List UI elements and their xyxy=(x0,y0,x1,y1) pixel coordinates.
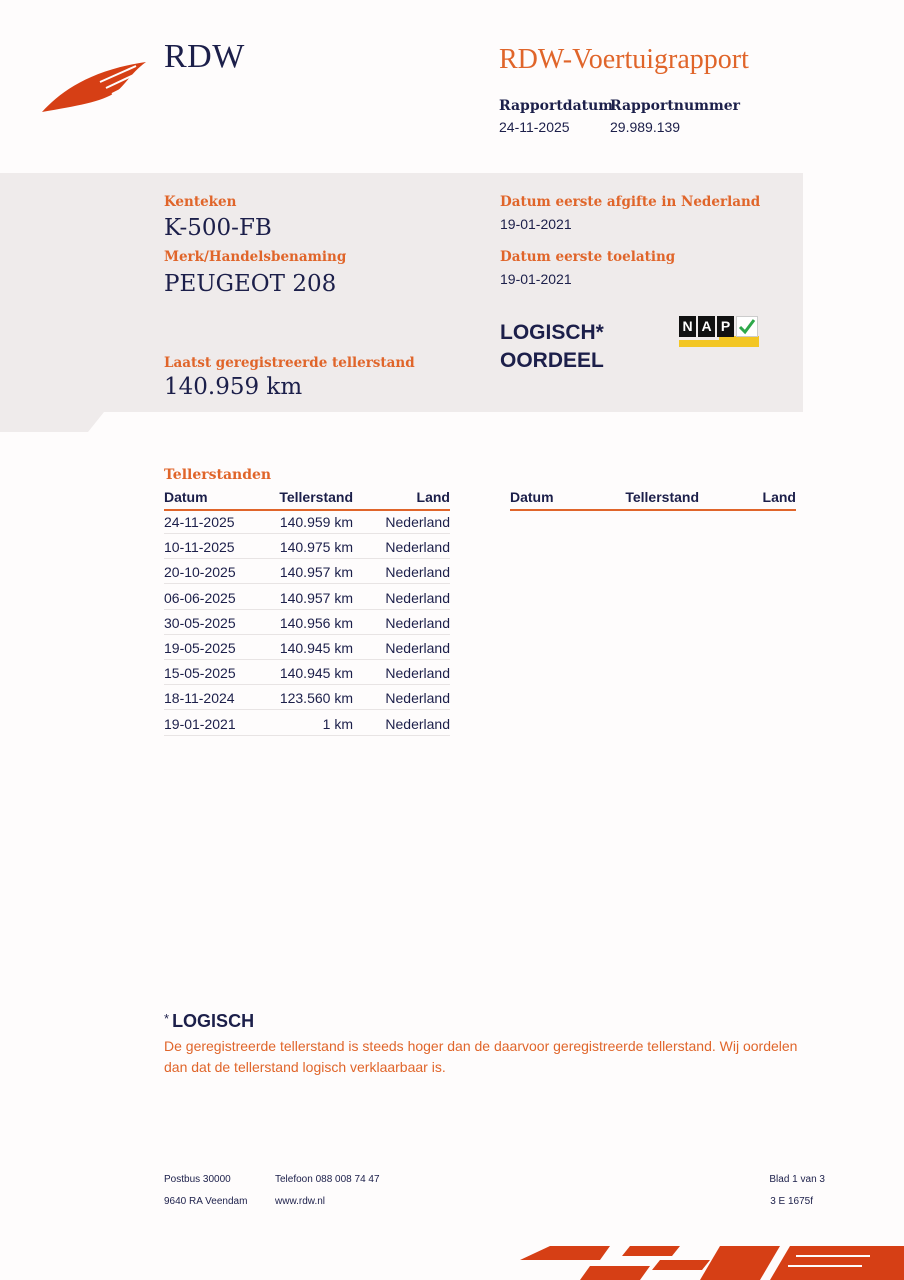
row-country: Nederland xyxy=(385,665,450,682)
readings-header-right xyxy=(510,489,796,511)
row-odometer: 140.975 km xyxy=(279,539,353,556)
readings-header-left xyxy=(164,489,450,511)
readings-title: Tellerstanden xyxy=(164,467,272,483)
footnote-text: De geregistreerde tellerstand is steeds hoger dan de daarvoor geregistreerde tellerstand. Wij oordelen dan dat de tellerstand logisch verklaarbaar is. xyxy=(164,1038,798,1075)
verdict-line-1: LOGISCH* xyxy=(500,321,604,344)
row-date: 30-05-2025 xyxy=(164,614,236,631)
table-row xyxy=(164,535,450,559)
report-date-label: Rapportdatum xyxy=(499,98,614,114)
row-country: Nederland xyxy=(385,539,450,556)
row-country: Nederland xyxy=(385,614,450,631)
col-country: Land xyxy=(416,489,450,505)
table-row xyxy=(164,712,450,736)
verdict-line-2: OORDEEL xyxy=(500,349,604,372)
footer-page: Blad 1 van 3 xyxy=(769,1174,825,1185)
verdict xyxy=(500,319,604,375)
row-odometer: 140.945 km xyxy=(279,639,353,656)
row-odometer: 140.957 km xyxy=(279,564,353,581)
first-admission-value: 19-01-2021 xyxy=(500,271,572,287)
plate-value: K-500-FB xyxy=(164,215,272,241)
report-number-label: Rapportnummer xyxy=(610,98,741,114)
row-odometer: 140.957 km xyxy=(279,589,353,606)
table-row xyxy=(164,686,450,710)
plate-label: Kenteken xyxy=(164,194,237,210)
table-row xyxy=(164,586,450,610)
row-date: 15-05-2025 xyxy=(164,665,236,682)
row-country: Nederland xyxy=(385,690,450,707)
checkmark-icon xyxy=(736,316,758,337)
row-country: Nederland xyxy=(385,564,450,581)
first-issue-nl-label: Datum eerste afgifte in Nederland xyxy=(500,194,761,210)
col-date: Datum xyxy=(164,489,208,505)
row-date: 19-01-2021 xyxy=(164,715,236,732)
col-date: Datum xyxy=(510,489,554,505)
footer-address-1: Postbus 30000 xyxy=(164,1174,231,1185)
nap-letter-n: N xyxy=(679,316,696,337)
row-odometer: 1 km xyxy=(322,715,353,732)
table-row xyxy=(164,510,450,534)
footnote-title xyxy=(164,1011,254,1032)
table-row xyxy=(164,636,450,660)
nap-badge xyxy=(679,316,759,347)
rdw-logo-icon xyxy=(40,56,150,116)
row-date: 19-05-2025 xyxy=(164,639,236,656)
row-country: Nederland xyxy=(385,589,450,606)
col-country: Land xyxy=(762,489,796,505)
report-title: RDW-Voertuigrapport xyxy=(499,44,749,75)
row-odometer: 140.945 km xyxy=(279,665,353,682)
footer-address-2: 9640 RA Veendam xyxy=(164,1196,248,1207)
report-number: 29.989.139 xyxy=(610,119,681,135)
table-row xyxy=(164,661,450,685)
make-label: Merk/Handelsbenaming xyxy=(164,249,347,265)
row-date: 18-11-2024 xyxy=(164,690,235,707)
decorative-stripes-icon xyxy=(520,1246,904,1280)
vehicle-summary-panel xyxy=(0,173,803,432)
footer-code: 3 E 1675f xyxy=(770,1196,813,1207)
table-row xyxy=(164,611,450,635)
row-odometer: 123.560 km xyxy=(279,690,353,707)
first-issue-nl-value: 19-01-2021 xyxy=(500,216,572,232)
row-country: Nederland xyxy=(385,639,450,656)
brand-name: RDW xyxy=(164,38,245,75)
row-country: Nederland xyxy=(385,715,450,732)
row-date: 06-06-2025 xyxy=(164,589,236,606)
readings-table xyxy=(164,510,450,737)
row-date: 20-10-2025 xyxy=(164,564,236,581)
footnote-title-text: LOGISCH xyxy=(172,1011,255,1031)
row-odometer: 140.959 km xyxy=(279,514,353,530)
row-odometer: 140.956 km xyxy=(279,614,353,631)
col-odometer: Tellerstand xyxy=(625,489,699,505)
footer-phone: Telefoon 088 008 74 47 xyxy=(275,1174,380,1185)
footnote-star: * xyxy=(164,1011,170,1026)
col-odometer: Tellerstand xyxy=(279,489,353,505)
row-date: 24-11-2025 xyxy=(164,514,235,530)
odometer-label: Laatst geregistreerde tellerstand xyxy=(164,355,415,371)
report-date: 24-11-2025 xyxy=(499,119,570,135)
table-row xyxy=(164,560,450,584)
row-date: 10-11-2025 xyxy=(164,539,235,556)
footer-website[interactable]: www.rdw.nl xyxy=(275,1196,326,1207)
nap-letter-a: A xyxy=(698,316,715,337)
odometer-value: 140.959 km xyxy=(164,374,303,400)
row-country: Nederland xyxy=(385,514,450,530)
make-value: PEUGEOT 208 xyxy=(164,271,337,297)
nap-letter-p: P xyxy=(717,316,734,337)
first-admission-label: Datum eerste toelating xyxy=(500,249,676,265)
